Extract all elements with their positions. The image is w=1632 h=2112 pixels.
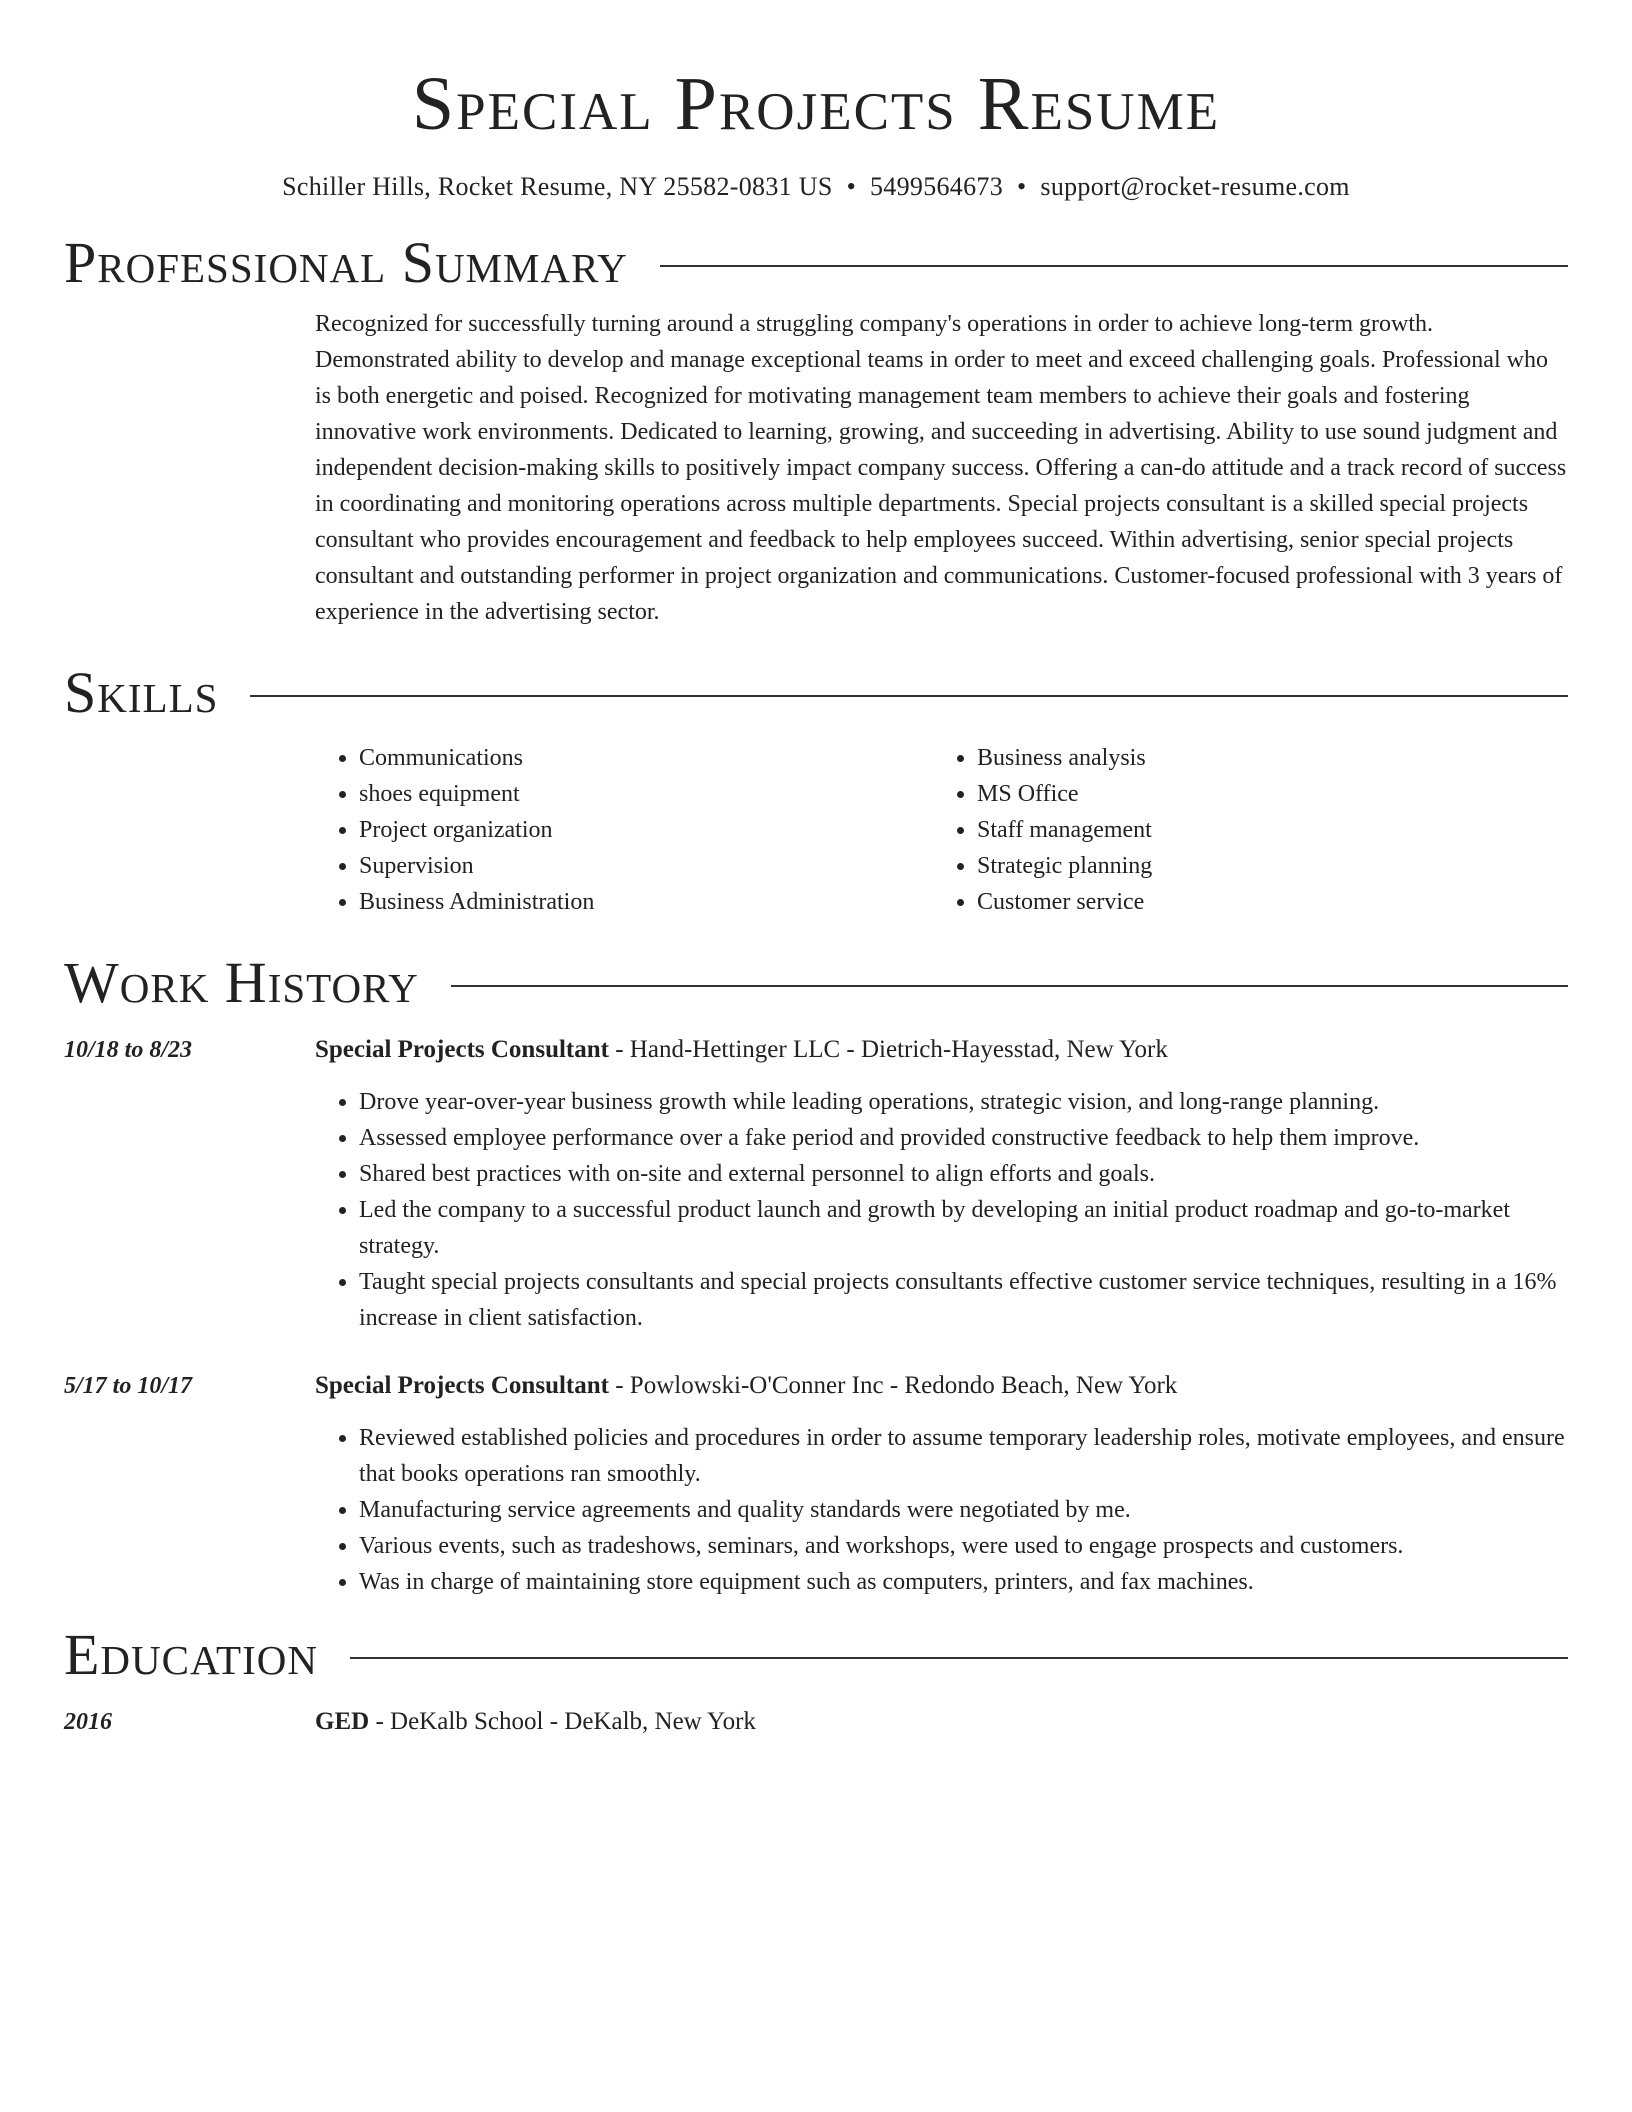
work-section-header <box>64 948 1568 1018</box>
skills-column-right <box>933 740 1551 920</box>
skills-section-header <box>64 658 1568 728</box>
skill-item: • shoes equipment <box>359 776 933 812</box>
job-title: Special Projects Consultant <box>315 1372 609 1399</box>
education-entry <box>64 1704 1568 1740</box>
job-dates: 5/17 to 10/17 <box>64 1373 193 1399</box>
education-details: - DeKalb School - DeKalb, New York <box>369 1708 756 1735</box>
skill-item: • Communications <box>359 740 933 776</box>
resume-page <box>64 0 1568 1740</box>
section-divider <box>250 695 1568 697</box>
job-bullet: • Shared best practices with on-site and external personnel to align efforts and goals. <box>359 1156 1568 1192</box>
skill-item: • Business Administration <box>359 884 933 920</box>
summary-heading: Professional Summary <box>64 230 628 295</box>
skills-list <box>315 740 1568 920</box>
contact-address: Schiller Hills, Rocket Resume, NY 25582-0831 US <box>282 172 833 201</box>
contact-line <box>64 170 1568 204</box>
contact-phone: 5499564673 <box>870 172 1003 201</box>
contact-separator: • <box>846 172 856 201</box>
job-entry <box>64 1368 1568 1600</box>
skill-item: • Supervision <box>359 848 933 884</box>
job-dates: 10/18 to 8/23 <box>64 1037 193 1063</box>
job-bullet: • Led the company to a successful product launch and growth by developing an initial product roadmap and go-to-market strategy. <box>359 1192 1568 1264</box>
section-divider <box>660 265 1568 267</box>
job-header <box>315 1032 1568 1068</box>
skills-heading: Skills <box>64 660 219 725</box>
section-divider <box>350 1657 1568 1659</box>
job-bullet: • Manufacturing service agreements and quality standards were negotiated by me. <box>359 1492 1568 1528</box>
job-bullet: • Various events, such as tradeshows, seminars, and workshops, were used to engage prospects and customers. <box>359 1528 1568 1564</box>
skills-column-left <box>315 740 933 920</box>
contact-email: support@rocket-resume.com <box>1040 172 1350 201</box>
education-section-header <box>64 1620 1568 1690</box>
skill-item: • Strategic planning <box>977 848 1551 884</box>
job-bullet: • Assessed employee performance over a fake period and provided constructive feedback to help them improve. <box>359 1120 1568 1156</box>
job-bullets <box>315 1084 1568 1336</box>
skill-item: • MS Office <box>977 776 1551 812</box>
job-bullet: • Reviewed established policies and procedures in order to assume temporary leadership roles, motivate employees, and ensure that books operations ran smoothly. <box>359 1420 1568 1492</box>
skill-item: • Staff management <box>977 812 1551 848</box>
education-degree: GED <box>315 1708 370 1735</box>
job-title: Special Projects Consultant <box>315 1036 609 1063</box>
job-bullet: • Taught special projects consultants and special projects consultants effective customer service techniques, resulting in a 16% increase in client satisfaction. <box>359 1264 1568 1336</box>
skill-item: • Project organization <box>359 812 933 848</box>
contact-separator: • <box>1017 172 1027 201</box>
summary-section-header <box>64 228 1568 298</box>
job-bullet: • Drove year-over-year business growth while leading operations, strategic vision, and long-range planning. <box>359 1084 1568 1120</box>
work-heading: Work History <box>64 950 419 1015</box>
job-details: - Hand-Hettinger LLC - Dietrich-Hayesstad, New York <box>608 1036 1168 1063</box>
skill-item: • Business analysis <box>977 740 1551 776</box>
summary-text: Recognized for successfully turning around a struggling company's operations in order to achieve long-term growth. Demonstrated ability to develop and manage exceptional teams in order to meet and exceed challenging goals. Professional who is both energetic and poised. Recognized for motivating management team members to achieve their goals and fostering innovative work environments. Dedicated to learning, growing, and succeeding in advertising. Ability to use sound judgment and independent decision-making skills to positively impact company success. Offering a can-do attitude and a track record of success in coordinating and monitoring operations across multiple departments. Special projects consultant is a skilled special projects consultant who provides encouragement and feedback to help employees succeed. Within advertising, senior special projects consultant and outstanding performer in project organization and communications. Customer-focused professional with 3 years of experience in the advertising sector. <box>315 311 1567 625</box>
job-bullets <box>315 1420 1568 1600</box>
skill-item: • Customer service <box>977 884 1551 920</box>
job-details: - Powlowski-O'Conner Inc - Redondo Beach, New York <box>608 1372 1178 1399</box>
job-entry <box>64 1032 1568 1336</box>
education-header <box>315 1704 1568 1740</box>
job-header <box>315 1368 1568 1404</box>
resume-title: Special Projects Resume <box>411 62 1221 146</box>
education-heading: Education <box>64 1622 318 1687</box>
education-year: 2016 <box>64 1709 112 1735</box>
section-divider <box>451 985 1568 987</box>
job-bullet: • Was in charge of maintaining store equipment such as computers, printers, and fax machines. <box>359 1564 1568 1600</box>
